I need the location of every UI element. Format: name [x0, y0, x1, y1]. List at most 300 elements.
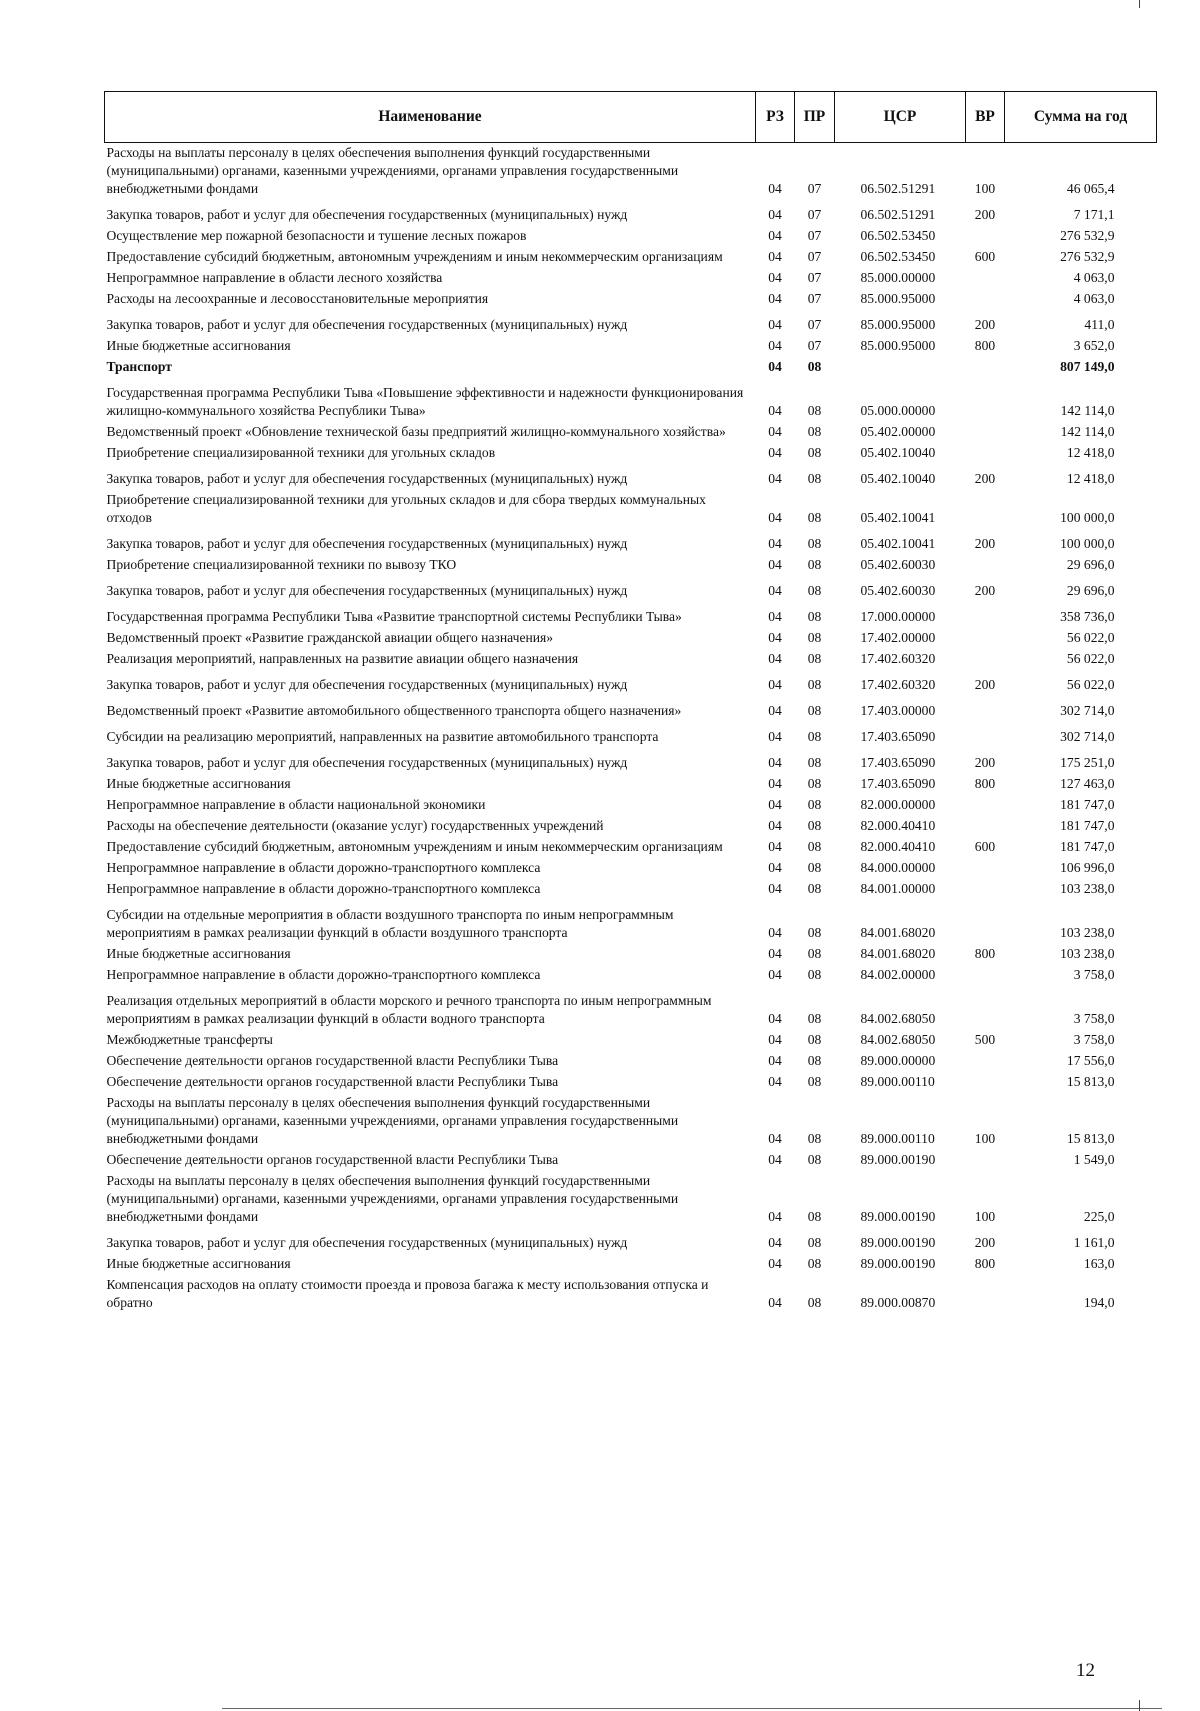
cell-sum: 56 022,0: [1066, 651, 1115, 666]
cell-vr: 200: [974, 755, 996, 770]
cell-pr: 08: [807, 630, 822, 645]
cell-sum: 3 758,0: [1073, 1011, 1115, 1026]
cell-pr: 08: [807, 818, 822, 833]
cell-sum: 181 747,0: [1060, 839, 1115, 854]
cell-rz: 04: [768, 839, 782, 854]
cell-name: Иные бюджетные ассигнования: [106, 338, 291, 353]
cell-pr: 08: [807, 776, 822, 791]
cell-pr: 07: [807, 228, 822, 243]
cell-rz: 04: [768, 1235, 782, 1250]
table-row: [105, 443, 1157, 464]
cell-pr: 08: [807, 510, 822, 525]
cell-csr: 82.000.00000: [860, 797, 936, 812]
cell-csr: 06.502.53450: [860, 228, 936, 243]
cell-vr: 100: [974, 1209, 996, 1224]
table-row: [105, 422, 1157, 443]
cell-pr: 08: [807, 445, 822, 460]
cell-pr: 07: [807, 181, 822, 196]
cell-vr: [966, 602, 1005, 628]
cell-rz: 04: [768, 1131, 782, 1146]
cell-pr: 08: [807, 583, 822, 598]
cell-name: Государственная программа Республики Тыва «Развитие транспортной системы Республики Тыва»: [106, 609, 682, 624]
cell-csr: 05.402.10040: [860, 445, 936, 460]
table-body: [105, 143, 1157, 1315]
cell-sum: 4 063,0: [1073, 270, 1115, 285]
cell-sum: 100 000,0: [1060, 536, 1115, 551]
cell-name: Непрограммное направление в области дорожно-транспортного комплекса: [106, 967, 541, 982]
cell-sum: 163,0: [1083, 1256, 1115, 1271]
cell-sum: 302 714,0: [1060, 703, 1115, 718]
cell-rz: 04: [768, 359, 782, 374]
table-row: [105, 464, 1157, 490]
table-row: [105, 143, 1157, 201]
cell-pr: 08: [807, 946, 822, 961]
header-csr: ЦСР: [835, 92, 966, 143]
cell-vr: [966, 795, 1005, 816]
cell-pr: 08: [807, 424, 822, 439]
cell-rz: 04: [768, 1256, 782, 1271]
cell-vr: [966, 268, 1005, 289]
table-row: [105, 649, 1157, 670]
table-row: [105, 602, 1157, 628]
cell-csr: 84.001.00000: [860, 881, 936, 896]
table-row: [105, 748, 1157, 774]
table-row: [105, 986, 1157, 1030]
cell-vr: [966, 649, 1005, 670]
cell-name: Ведомственный проект «Обновление технической базы предприятий жилищно-коммунального хозяйства»: [106, 424, 726, 439]
cell-rz: 04: [768, 181, 782, 196]
cell-rz: 04: [768, 651, 782, 666]
table-row: [105, 858, 1157, 879]
table-row: [105, 816, 1157, 837]
cell-vr: [966, 965, 1005, 986]
table-row: [105, 200, 1157, 226]
cell-name: Реализация отдельных мероприятий в области морского и речного транспорта по иным непрограммным мероприятиям в рамках реализации функций в области водного транспорта: [106, 993, 712, 1026]
cell-vr: 100: [974, 181, 996, 196]
table-row: [105, 944, 1157, 965]
table-row: [105, 795, 1157, 816]
cell-name: Межбюджетные трансферты: [106, 1032, 273, 1047]
cell-rz: 04: [768, 471, 782, 486]
table-row: [105, 1228, 1157, 1254]
cell-rz: 04: [768, 860, 782, 875]
cell-name: Расходы на обеспечение деятельности (оказание услуг) государственных учреждений: [106, 818, 604, 833]
table-row: [105, 490, 1157, 529]
cell-sum: 175 251,0: [1060, 755, 1115, 770]
cell-vr: 800: [974, 776, 996, 791]
cell-rz: 04: [768, 270, 782, 285]
cell-rz: 04: [768, 228, 782, 243]
cell-name: Непрограммное направление в области лесного хозяйства: [106, 270, 443, 285]
cell-vr: [966, 555, 1005, 576]
cell-name: Иные бюджетные ассигнования: [106, 1256, 291, 1271]
cell-pr: 07: [807, 207, 822, 222]
table-row: [105, 900, 1157, 944]
cell-csr: 89.000.00870: [860, 1295, 936, 1310]
cell-rz: 04: [768, 510, 782, 525]
cell-rz: 04: [768, 338, 782, 353]
cell-csr: 17.402.60320: [860, 651, 936, 666]
cell-vr: 800: [974, 946, 996, 961]
cell-pr: 07: [807, 270, 822, 285]
cell-vr: [966, 490, 1005, 529]
scan-mark-bottom: [1139, 1700, 1140, 1711]
table-row: [105, 310, 1157, 336]
cell-sum: 181 747,0: [1060, 797, 1115, 812]
table-row: [105, 965, 1157, 986]
cell-rz: 04: [768, 317, 782, 332]
cell-rz: 04: [768, 609, 782, 624]
cell-csr: 17.402.60320: [860, 677, 936, 692]
header-sum: Сумма на год: [1005, 92, 1157, 143]
cell-pr: 08: [807, 359, 822, 374]
header-rz: РЗ: [756, 92, 795, 143]
table-row: [105, 670, 1157, 696]
cell-vr: 200: [974, 1235, 996, 1250]
cell-rz: 04: [768, 1295, 782, 1310]
cell-csr: 85.000.95000: [860, 338, 936, 353]
cell-pr: 08: [807, 860, 822, 875]
cell-pr: 07: [807, 291, 822, 306]
cell-name: Предоставление субсидий бюджетным, автономным учреждениям и иным некоммерческим организациям: [106, 249, 723, 264]
cell-vr: [966, 628, 1005, 649]
cell-rz: 04: [768, 703, 782, 718]
cell-rz: 04: [768, 755, 782, 770]
cell-pr: 08: [807, 1152, 822, 1167]
cell-vr: [966, 696, 1005, 722]
cell-sum: 181 747,0: [1060, 818, 1115, 833]
cell-rz: 04: [768, 946, 782, 961]
cell-rz: 04: [768, 1074, 782, 1089]
table-row: [105, 722, 1157, 748]
cell-name: Расходы на выплаты персоналу в целях обеспечения выполнения функций государственными (муниципальными) органами, казенными учреждениями, органами управления государственными внебюджетными фондами: [106, 145, 679, 196]
table-row: [105, 1030, 1157, 1051]
table-row: [105, 1275, 1157, 1314]
cell-rz: 04: [768, 818, 782, 833]
cell-pr: 08: [807, 755, 822, 770]
cell-name: Обеспечение деятельности органов государственной власти Республики Тыва: [106, 1152, 559, 1167]
cell-sum: 3 652,0: [1073, 338, 1115, 353]
cell-sum: 103 238,0: [1060, 946, 1115, 961]
cell-csr: 17.403.65090: [860, 729, 936, 744]
cell-name: Закупка товаров, работ и услуг для обеспечения государственных (муниципальных) нужд: [106, 536, 628, 551]
cell-csr: 89.000.00110: [860, 1131, 935, 1146]
table-row: [105, 226, 1157, 247]
cell-vr: 200: [974, 677, 996, 692]
cell-sum: 358 736,0: [1060, 609, 1115, 624]
cell-pr: 07: [807, 317, 822, 332]
cell-pr: 08: [807, 1074, 822, 1089]
cell-csr: 05.402.00000: [860, 424, 936, 439]
cell-rz: 04: [768, 445, 782, 460]
bottom-rule: [222, 1708, 1162, 1709]
cell-rz: 04: [768, 583, 782, 598]
cell-sum: 29 696,0: [1066, 583, 1115, 598]
cell-vr: 600: [974, 839, 996, 854]
cell-name: Иные бюджетные ассигнования: [106, 776, 291, 791]
table-row: [105, 1051, 1157, 1072]
cell-name: Непрограммное направление в области дорожно-транспортного комплекса: [106, 860, 541, 875]
cell-pr: 08: [807, 1256, 822, 1271]
cell-csr: [835, 357, 966, 378]
cell-name: Закупка товаров, работ и услуг для обеспечения государственных (муниципальных) нужд: [106, 471, 628, 486]
table-row: [105, 576, 1157, 602]
cell-vr: 800: [974, 338, 996, 353]
header-name: Наименование: [105, 92, 756, 143]
cell-rz: 04: [768, 536, 782, 551]
budget-table: [104, 91, 1157, 1314]
cell-vr: [966, 357, 1005, 378]
cell-pr: 08: [807, 557, 822, 572]
cell-vr: [966, 422, 1005, 443]
table-row: [105, 268, 1157, 289]
table-row: [105, 774, 1157, 795]
cell-vr: [966, 722, 1005, 748]
cell-sum: 12 418,0: [1066, 471, 1115, 486]
cell-vr: [966, 986, 1005, 1030]
cell-csr: 82.000.40410: [860, 839, 936, 854]
cell-vr: [966, 443, 1005, 464]
cell-name: Осуществление мер пожарной безопасности и тушение лесных пожаров: [106, 228, 527, 243]
cell-vr: [966, 289, 1005, 310]
cell-name: Закупка товаров, работ и услуг для обеспечения государственных (муниципальных) нужд: [106, 583, 628, 598]
cell-rz: 04: [768, 249, 782, 264]
cell-vr: [966, 1275, 1005, 1314]
cell-csr: 05.402.10041: [860, 536, 936, 551]
cell-vr: [966, 378, 1005, 422]
cell-rz: 04: [768, 1011, 782, 1026]
cell-rz: 04: [768, 797, 782, 812]
cell-csr: 17.403.65090: [860, 755, 936, 770]
cell-csr: 17.403.00000: [860, 703, 936, 718]
cell-sum: 103 238,0: [1060, 925, 1115, 940]
cell-sum: 56 022,0: [1066, 630, 1115, 645]
table-row: [105, 529, 1157, 555]
cell-sum: 142 114,0: [1060, 424, 1115, 439]
table-row: [105, 1150, 1157, 1171]
cell-pr: 08: [807, 729, 822, 744]
cell-sum: 15 813,0: [1066, 1131, 1115, 1146]
cell-vr: 500: [974, 1032, 996, 1047]
cell-csr: 06.502.51291: [860, 181, 936, 196]
cell-csr: 84.002.00000: [860, 967, 936, 982]
table-row: [105, 336, 1157, 357]
cell-vr: 200: [974, 207, 996, 222]
cell-rz: 04: [768, 729, 782, 744]
cell-rz: 04: [768, 1032, 782, 1047]
table-row: [105, 837, 1157, 858]
cell-rz: 04: [768, 881, 782, 896]
cell-vr: [966, 879, 1005, 900]
cell-rz: 04: [768, 557, 782, 572]
cell-name: Расходы на выплаты персоналу в целях обеспечения выполнения функций государственными (муниципальными) органами, казенными учреждениями, органами управления государственными внебюджетными фондами: [106, 1095, 679, 1146]
cell-name: Закупка товаров, работ и услуг для обеспечения государственных (муниципальных) нужд: [106, 207, 628, 222]
cell-rz: 04: [768, 677, 782, 692]
cell-sum: 225,0: [1083, 1209, 1115, 1224]
table-header: [105, 92, 1157, 143]
cell-pr: 08: [807, 1209, 822, 1224]
cell-sum: 106 996,0: [1060, 860, 1115, 875]
cell-vr: 100: [974, 1131, 996, 1146]
cell-vr: [966, 858, 1005, 879]
table-row: [105, 378, 1157, 422]
cell-csr: 05.402.10041: [860, 510, 936, 525]
cell-rz: 04: [768, 291, 782, 306]
cell-pr: 08: [807, 797, 822, 812]
cell-csr: 85.000.00000: [860, 270, 936, 285]
header-pr: ПР: [795, 92, 835, 143]
cell-rz: 04: [768, 967, 782, 982]
cell-csr: 82.000.40410: [860, 818, 936, 833]
cell-name: Субсидии на отдельные мероприятия в области воздушного транспорта по иным непрограммным мероприятиям в рамках реализации функций в области воздушного транспорта: [106, 907, 674, 940]
cell-pr: 08: [807, 703, 822, 718]
cell-csr: 84.001.68020: [860, 925, 936, 940]
cell-pr: 08: [807, 403, 822, 418]
cell-vr: 200: [974, 471, 996, 486]
cell-csr: 85.000.95000: [860, 291, 936, 306]
cell-sum: 142 114,0: [1060, 403, 1115, 418]
cell-pr: 08: [807, 881, 822, 896]
table-row: [105, 628, 1157, 649]
cell-name: Обеспечение деятельности органов государственной власти Республики Тыва: [106, 1074, 559, 1089]
cell-sum: 4 063,0: [1073, 291, 1115, 306]
cell-csr: 89.000.00190: [860, 1152, 936, 1167]
cell-pr: 08: [807, 1032, 822, 1047]
cell-pr: 08: [807, 839, 822, 854]
cell-csr: 89.000.00190: [860, 1209, 936, 1224]
cell-pr: 07: [807, 249, 822, 264]
table-row: [105, 696, 1157, 722]
cell-csr: 89.000.00110: [860, 1074, 935, 1089]
cell-vr: 600: [974, 249, 996, 264]
cell-name: Приобретение специализированной техники для угольных складов: [106, 445, 496, 460]
cell-sum: 29 696,0: [1066, 557, 1115, 572]
cell-name: Расходы на выплаты персоналу в целях обеспечения выполнения функций государственными (муниципальными) органами, казенными учреждениями, органами управления государственными внебюджетными фондами: [106, 1173, 679, 1224]
cell-name: Приобретение специализированной техники для угольных складов и для сбора твердых коммунальных отходов: [106, 492, 706, 525]
cell-sum: 411,0: [1084, 317, 1115, 332]
cell-sum: 276 532,9: [1060, 228, 1115, 243]
cell-sum: 56 022,0: [1066, 677, 1115, 692]
cell-name: Закупка товаров, работ и услуг для обеспечения государственных (муниципальных) нужд: [106, 677, 628, 692]
cell-name: Реализация мероприятий, направленных на развитие авиации общего назначения: [106, 651, 579, 666]
cell-sum: 3 758,0: [1073, 1032, 1115, 1047]
cell-vr: 800: [974, 1256, 996, 1271]
cell-name: Закупка товаров, работ и услуг для обеспечения государственных (муниципальных) нужд: [106, 755, 628, 770]
cell-name: Ведомственный проект «Развитие автомобильного общественного транспорта общего назначения»: [106, 703, 682, 718]
table-row: [105, 247, 1157, 268]
cell-vr: [966, 226, 1005, 247]
cell-csr: 05.402.60030: [860, 583, 936, 598]
cell-sum: 127 463,0: [1060, 776, 1115, 791]
cell-rz: 04: [768, 1152, 782, 1167]
cell-rz: 04: [768, 424, 782, 439]
cell-vr: 200: [974, 317, 996, 332]
cell-vr: [966, 900, 1005, 944]
cell-name: Закупка товаров, работ и услуг для обеспечения государственных (муниципальных) нужд: [106, 1235, 628, 1250]
cell-name: Обеспечение деятельности органов государственной власти Республики Тыва: [106, 1053, 559, 1068]
cell-pr: 07: [807, 338, 822, 353]
table-row: [105, 357, 1157, 378]
cell-sum: 103 238,0: [1060, 881, 1115, 896]
table-row: [105, 1093, 1157, 1150]
cell-csr: 84.000.00000: [860, 860, 936, 875]
cell-sum: 7 171,1: [1073, 207, 1115, 222]
table-row: [105, 289, 1157, 310]
cell-vr: [966, 1150, 1005, 1171]
cell-rz: 04: [768, 925, 782, 940]
cell-csr: 06.502.51291: [860, 207, 936, 222]
scan-mark: [1139, 0, 1140, 8]
cell-csr: 05.000.00000: [860, 403, 936, 418]
cell-name: Компенсация расходов на оплату стоимости проезда и провоза багажа к месту использования отпуска и обратно: [106, 1277, 709, 1310]
cell-csr: 89.000.00190: [860, 1256, 936, 1271]
cell-csr: 05.402.60030: [860, 557, 936, 572]
cell-vr: 200: [974, 536, 996, 551]
cell-vr: [966, 816, 1005, 837]
cell-pr: 08: [807, 651, 822, 666]
cell-csr: 17.402.00000: [860, 630, 936, 645]
cell-name: Транспорт: [106, 359, 172, 374]
cell-rz: 04: [768, 207, 782, 222]
cell-pr: 08: [807, 536, 822, 551]
cell-pr: 08: [807, 1295, 822, 1310]
cell-csr: 17.403.65090: [860, 776, 936, 791]
cell-sum: 194,0: [1083, 1295, 1115, 1310]
cell-pr: 08: [807, 967, 822, 982]
cell-name: Непрограммное направление в области дорожно-транспортного комплекса: [106, 881, 541, 896]
cell-name: Ведомственный проект «Развитие гражданской авиации общего назначения»: [106, 630, 554, 645]
cell-sum: 12 418,0: [1066, 445, 1115, 460]
cell-pr: 08: [807, 1053, 822, 1068]
table-row: [105, 879, 1157, 900]
cell-sum: 15 813,0: [1066, 1074, 1115, 1089]
cell-pr: 08: [807, 1235, 822, 1250]
cell-sum: 807 149,0: [1060, 359, 1115, 374]
cell-rz: 04: [768, 1053, 782, 1068]
cell-vr: [966, 1072, 1005, 1093]
cell-pr: 08: [807, 1011, 822, 1026]
cell-name: Предоставление субсидий бюджетным, автономным учреждениям и иным некоммерческим организациям: [106, 839, 723, 854]
cell-pr: 08: [807, 677, 822, 692]
cell-sum: 302 714,0: [1060, 729, 1115, 744]
cell-sum: 46 065,4: [1066, 181, 1115, 196]
cell-csr: 84.002.68050: [860, 1011, 936, 1026]
cell-name: Субсидии на реализацию мероприятий, направленных на развитие автомобильного транспорта: [106, 729, 659, 744]
cell-name: Иные бюджетные ассигнования: [106, 946, 291, 961]
cell-rz: 04: [768, 776, 782, 791]
cell-rz: 04: [768, 1209, 782, 1224]
table-row: [105, 1072, 1157, 1093]
cell-csr: 84.002.68050: [860, 1032, 936, 1047]
cell-sum: 3 758,0: [1073, 967, 1115, 982]
cell-csr: 06.502.53450: [860, 249, 936, 264]
cell-sum: 276 532,9: [1060, 249, 1115, 264]
cell-csr: 85.000.95000: [860, 317, 936, 332]
cell-name: Приобретение специализированной техники по вывозу ТКО: [106, 557, 457, 572]
cell-csr: 17.000.00000: [860, 609, 936, 624]
page-number: 12: [1076, 1660, 1095, 1681]
cell-vr: [966, 1051, 1005, 1072]
cell-rz: 04: [768, 403, 782, 418]
cell-name: Расходы на лесоохранные и лесовосстановительные мероприятия: [106, 291, 489, 306]
table-row: [105, 1171, 1157, 1228]
cell-pr: 08: [807, 609, 822, 624]
cell-sum: 1 549,0: [1073, 1152, 1115, 1167]
cell-csr: 05.402.10040: [860, 471, 936, 486]
table-row: [105, 555, 1157, 576]
cell-csr: 89.000.00190: [860, 1235, 936, 1250]
cell-pr: 08: [807, 1131, 822, 1146]
